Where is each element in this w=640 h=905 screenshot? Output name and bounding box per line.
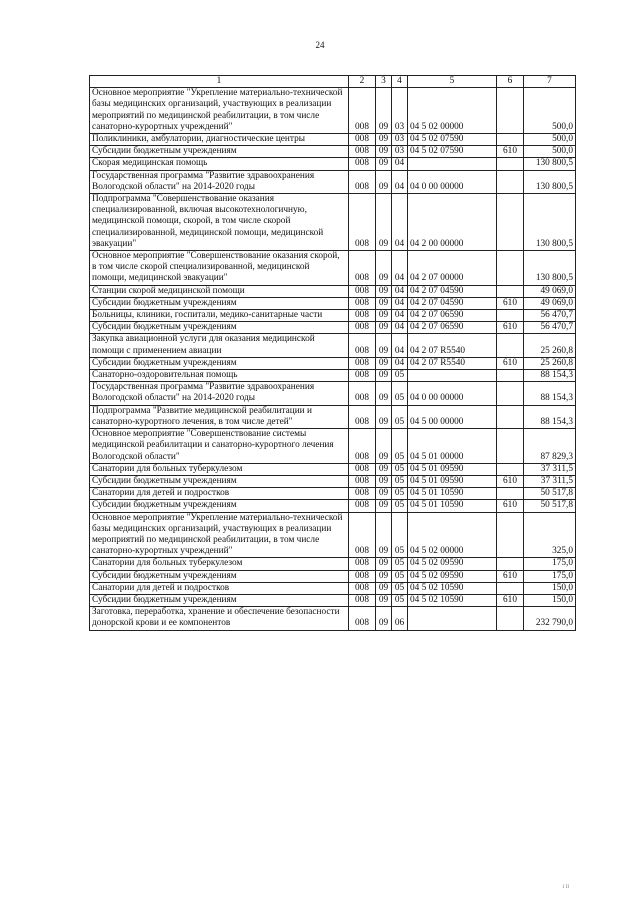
row-name-cell: Основное мероприятие "Совершенствование системы медицинской реабилитации и санаторно-курортного лечения Вологодской области" xyxy=(90,429,349,464)
section-code-cell: 09 xyxy=(376,500,392,512)
grbs-code-cell: 008 xyxy=(349,429,376,464)
expense-type-cell: 610 xyxy=(497,475,524,487)
header-cell: 7 xyxy=(524,76,576,88)
row-name-cell: Скорая медицинская помощь xyxy=(90,158,349,170)
expense-type-cell xyxy=(497,558,524,570)
section-code-cell: 09 xyxy=(376,170,392,193)
row-name-cell: Государственная программа "Развитие здравоохранения Вологодской области" на 2014-2020 годы xyxy=(90,170,349,193)
subsection-code-cell: 05 xyxy=(392,594,408,606)
expense-type-cell xyxy=(497,370,524,382)
amount-cell: 37 311,5 xyxy=(524,463,576,475)
table-row xyxy=(90,170,576,193)
expense-type-cell: 610 xyxy=(497,500,524,512)
grbs-code-cell: 008 xyxy=(349,463,376,475)
row-name-cell: Станции скорой медицинской помощи xyxy=(90,285,349,297)
grbs-code-cell: 008 xyxy=(349,251,376,286)
target-article-cell: 04 2 00 00000 xyxy=(408,194,497,251)
row-name-cell: Санатории для больных туберкулезом xyxy=(90,558,349,570)
expense-type-cell xyxy=(497,285,524,297)
row-name-cell: Субсидии бюджетным учреждениям xyxy=(90,594,349,606)
amount-cell: 56 470,7 xyxy=(524,322,576,334)
amount-cell: 49 069,0 xyxy=(524,285,576,297)
row-name-cell: Подпрограмма "Совершенствование оказания специализированной, включая высокотехнологичную, медицинской помощи, скорой, в том числе скорой специализированной, медицинской помощи, медицинской эвакуации" xyxy=(90,194,349,251)
table-row xyxy=(90,594,576,606)
target-article-cell: 04 5 01 09590 xyxy=(408,463,497,475)
row-name-cell: Субсидии бюджетным учреждениям xyxy=(90,500,349,512)
budget-table xyxy=(89,75,576,631)
target-article-cell: 04 5 02 10590 xyxy=(408,582,497,594)
target-article-cell xyxy=(408,607,497,630)
grbs-code-cell: 008 xyxy=(349,285,376,297)
subsection-code-cell: 04 xyxy=(392,322,408,334)
section-code-cell: 09 xyxy=(376,463,392,475)
section-code-cell: 09 xyxy=(376,310,392,322)
subsection-code-cell: 04 xyxy=(392,310,408,322)
table-row xyxy=(90,310,576,322)
table-row xyxy=(90,370,576,382)
amount-cell: 88 154,3 xyxy=(524,405,576,428)
section-code-cell: 09 xyxy=(376,194,392,251)
section-code-cell: 09 xyxy=(376,370,392,382)
target-article-cell: 04 5 02 00000 xyxy=(408,512,497,558)
table-row xyxy=(90,405,576,428)
target-article-cell: 04 2 07 04590 xyxy=(408,297,497,309)
target-article-cell: 04 5 01 10590 xyxy=(408,488,497,500)
amount-cell: 500,0 xyxy=(524,134,576,146)
amount-cell: 150,0 xyxy=(524,582,576,594)
table-row xyxy=(90,607,576,630)
grbs-code-cell: 008 xyxy=(349,382,376,405)
expense-type-cell xyxy=(497,382,524,405)
expense-type-cell xyxy=(497,405,524,428)
expense-type-cell xyxy=(497,251,524,286)
target-article-cell: 04 5 02 09590 xyxy=(408,558,497,570)
section-code-cell: 09 xyxy=(376,334,392,357)
table-row xyxy=(90,194,576,251)
subsection-code-cell: 04 xyxy=(392,334,408,357)
table-header-row xyxy=(90,76,576,88)
grbs-code-cell: 008 xyxy=(349,170,376,193)
section-code-cell: 09 xyxy=(376,158,392,170)
subsection-code-cell: 04 xyxy=(392,158,408,170)
table-row xyxy=(90,382,576,405)
expense-type-cell xyxy=(497,463,524,475)
subsection-code-cell: 05 xyxy=(392,382,408,405)
amount-cell: 325,0 xyxy=(524,512,576,558)
section-code-cell: 09 xyxy=(376,357,392,369)
expense-type-cell: 610 xyxy=(497,570,524,582)
target-article-cell: 04 5 02 07590 xyxy=(408,146,497,158)
table-row xyxy=(90,285,576,297)
row-name-cell: Санатории для детей и подростков xyxy=(90,488,349,500)
subsection-code-cell: 05 xyxy=(392,582,408,594)
grbs-code-cell: 008 xyxy=(349,488,376,500)
row-name-cell: Субсидии бюджетным учреждениям xyxy=(90,357,349,369)
target-article-cell: 04 0 00 00000 xyxy=(408,382,497,405)
section-code-cell: 09 xyxy=(376,251,392,286)
grbs-code-cell: 008 xyxy=(349,558,376,570)
expense-type-cell xyxy=(497,607,524,630)
section-code-cell: 09 xyxy=(376,607,392,630)
table-row xyxy=(90,334,576,357)
subsection-code-cell: 04 xyxy=(392,251,408,286)
target-article-cell: 04 5 02 10590 xyxy=(408,594,497,606)
expense-type-cell: 610 xyxy=(497,594,524,606)
amount-cell: 130 800,5 xyxy=(524,158,576,170)
expense-type-cell: 610 xyxy=(497,146,524,158)
grbs-code-cell: 008 xyxy=(349,475,376,487)
row-name-cell: Подпрограмма "Развитие медицинской реабилитации и санаторно-курортного лечения, в том числе детей" xyxy=(90,405,349,428)
subsection-code-cell: 06 xyxy=(392,607,408,630)
expense-type-cell xyxy=(497,194,524,251)
row-name-cell: Закупка авиационной услуги для оказания медицинской помощи с применением авиации xyxy=(90,334,349,357)
row-name-cell: Поликлиники, амбулатории, диагностические центры xyxy=(90,134,349,146)
row-name-cell: Субсидии бюджетным учреждениям xyxy=(90,146,349,158)
grbs-code-cell: 008 xyxy=(349,310,376,322)
amount-cell: 87 829,3 xyxy=(524,429,576,464)
target-article-cell: 04 5 02 09590 xyxy=(408,570,497,582)
expense-type-cell: 610 xyxy=(497,357,524,369)
amount-cell: 88 154,3 xyxy=(524,370,576,382)
row-name-cell: Субсидии бюджетным учреждениям xyxy=(90,570,349,582)
amount-cell: 25 260,8 xyxy=(524,357,576,369)
amount-cell: 37 311,5 xyxy=(524,475,576,487)
section-code-cell: 09 xyxy=(376,297,392,309)
expense-type-cell xyxy=(497,170,524,193)
grbs-code-cell: 008 xyxy=(349,570,376,582)
section-code-cell: 09 xyxy=(376,382,392,405)
page-number: 24 xyxy=(315,40,325,50)
header-cell: 1 xyxy=(90,76,349,88)
subsection-code-cell: 04 xyxy=(392,285,408,297)
expense-type-cell xyxy=(497,310,524,322)
target-article-cell: 04 2 07 R5540 xyxy=(408,334,497,357)
amount-cell: 232 790,0 xyxy=(524,607,576,630)
grbs-code-cell: 008 xyxy=(349,322,376,334)
header-cell: 5 xyxy=(408,76,497,88)
amount-cell: 130 800,5 xyxy=(524,194,576,251)
section-code-cell: 09 xyxy=(376,285,392,297)
target-article-cell: 04 5 02 00000 xyxy=(408,88,497,134)
amount-cell: 175,0 xyxy=(524,570,576,582)
target-article-cell: 04 5 00 00000 xyxy=(408,405,497,428)
grbs-code-cell: 008 xyxy=(349,405,376,428)
subsection-code-cell: 05 xyxy=(392,475,408,487)
header-cell: 4 xyxy=(392,76,408,88)
grbs-code-cell: 008 xyxy=(349,134,376,146)
row-name-cell: Санатории для детей и подростков xyxy=(90,582,349,594)
expense-type-cell xyxy=(497,158,524,170)
grbs-code-cell: 008 xyxy=(349,607,376,630)
target-article-cell: 04 5 01 10590 xyxy=(408,500,497,512)
section-code-cell: 09 xyxy=(376,405,392,428)
table-row xyxy=(90,429,576,464)
table-row xyxy=(90,488,576,500)
target-article-cell: 04 5 01 09590 xyxy=(408,475,497,487)
target-article-cell: 04 2 07 R5540 xyxy=(408,357,497,369)
subsection-code-cell: 05 xyxy=(392,558,408,570)
grbs-code-cell: 008 xyxy=(349,297,376,309)
row-name-cell: Субсидии бюджетным учреждениям xyxy=(90,322,349,334)
grbs-code-cell: 008 xyxy=(349,194,376,251)
row-name-cell: Государственная программа "Развитие здравоохранения Вологодской области" на 2014-2020 годы xyxy=(90,382,349,405)
row-name-cell: Субсидии бюджетным учреждениям xyxy=(90,475,349,487)
target-article-cell: 04 5 02 07590 xyxy=(408,134,497,146)
grbs-code-cell: 008 xyxy=(349,88,376,134)
subsection-code-cell: 04 xyxy=(392,170,408,193)
target-article-cell: 04 2 07 00000 xyxy=(408,251,497,286)
subsection-code-cell: 03 xyxy=(392,134,408,146)
row-name-cell: Субсидии бюджетным учреждениям xyxy=(90,297,349,309)
subsection-code-cell: 05 xyxy=(392,488,408,500)
section-code-cell: 09 xyxy=(376,322,392,334)
amount-cell: 150,0 xyxy=(524,594,576,606)
grbs-code-cell: 008 xyxy=(349,357,376,369)
amount-cell: 56 470,7 xyxy=(524,310,576,322)
header-cell: 2 xyxy=(349,76,376,88)
amount-cell: 50 517,8 xyxy=(524,500,576,512)
section-code-cell: 09 xyxy=(376,570,392,582)
row-name-cell: Заготовка, переработка, хранение и обеспечение безопасности донорской крови и ее компонентов xyxy=(90,607,349,630)
table-row xyxy=(90,512,576,558)
section-code-cell: 09 xyxy=(376,146,392,158)
section-code-cell: 09 xyxy=(376,488,392,500)
section-code-cell: 09 xyxy=(376,512,392,558)
expense-type-cell xyxy=(497,488,524,500)
expense-type-cell xyxy=(497,334,524,357)
table-row xyxy=(90,475,576,487)
row-name-cell: Основное мероприятие "Совершенствование оказания скорой, в том числе скорой специализированной, медицинской помощи, медицинской эвакуации" xyxy=(90,251,349,286)
row-name-cell: Санатории для больных туберкулезом xyxy=(90,463,349,475)
subsection-code-cell: 03 xyxy=(392,146,408,158)
subsection-code-cell: 05 xyxy=(392,512,408,558)
amount-cell: 175,0 xyxy=(524,558,576,570)
row-name-cell: Больницы, клиники, госпитали, медико-санитарные части xyxy=(90,310,349,322)
expense-type-cell xyxy=(497,134,524,146)
table-row xyxy=(90,322,576,334)
expense-type-cell xyxy=(497,512,524,558)
amount-cell: 130 800,5 xyxy=(524,170,576,193)
target-article-cell: 04 2 07 04590 xyxy=(408,285,497,297)
grbs-code-cell: 008 xyxy=(349,146,376,158)
amount-cell: 88 154,3 xyxy=(524,382,576,405)
grbs-code-cell: 008 xyxy=(349,158,376,170)
table-row xyxy=(90,251,576,286)
amount-cell: 25 260,8 xyxy=(524,334,576,357)
amount-cell: 500,0 xyxy=(524,146,576,158)
header-cell: 3 xyxy=(376,76,392,88)
target-article-cell xyxy=(408,158,497,170)
subsection-code-cell: 03 xyxy=(392,88,408,134)
target-article-cell xyxy=(408,370,497,382)
grbs-code-cell: 008 xyxy=(349,334,376,357)
table-body xyxy=(90,88,576,630)
table-row xyxy=(90,570,576,582)
corner-mark: 1 II xyxy=(562,885,570,890)
target-article-cell: 04 5 01 00000 xyxy=(408,429,497,464)
subsection-code-cell: 05 xyxy=(392,405,408,428)
section-code-cell: 09 xyxy=(376,475,392,487)
expense-type-cell xyxy=(497,88,524,134)
target-article-cell: 04 2 07 06590 xyxy=(408,310,497,322)
expense-type-cell: 610 xyxy=(497,297,524,309)
amount-cell: 500,0 xyxy=(524,88,576,134)
table-row xyxy=(90,146,576,158)
table-row xyxy=(90,158,576,170)
grbs-code-cell: 008 xyxy=(349,582,376,594)
row-name-cell: Санаторно-оздоровительная помощь xyxy=(90,370,349,382)
expense-type-cell xyxy=(497,429,524,464)
section-code-cell: 09 xyxy=(376,594,392,606)
table-row xyxy=(90,88,576,134)
table-row xyxy=(90,500,576,512)
row-name-cell: Основное мероприятие "Укрепление материально-технической базы медицинских организаций, участвующих в реализации мероприятий по медицинской реабилитации, в том числе санаторно-курортных учреждений" xyxy=(90,88,349,134)
header-cell: 6 xyxy=(497,76,524,88)
row-name-cell: Основное мероприятие "Укрепление материально-технической базы медицинских организаций, участвующих в реализации мероприятий по медицинской реабилитации, в том числе санаторно-курортных учреждений" xyxy=(90,512,349,558)
subsection-code-cell: 05 xyxy=(392,500,408,512)
table-row xyxy=(90,558,576,570)
table-row xyxy=(90,134,576,146)
grbs-code-cell: 008 xyxy=(349,370,376,382)
subsection-code-cell: 05 xyxy=(392,370,408,382)
amount-cell: 130 800,5 xyxy=(524,251,576,286)
grbs-code-cell: 008 xyxy=(349,500,376,512)
subsection-code-cell: 05 xyxy=(392,429,408,464)
subsection-code-cell: 05 xyxy=(392,570,408,582)
grbs-code-cell: 008 xyxy=(349,512,376,558)
table-row xyxy=(90,582,576,594)
expense-type-cell xyxy=(497,582,524,594)
target-article-cell: 04 0 00 00000 xyxy=(408,170,497,193)
target-article-cell: 04 2 07 06590 xyxy=(408,322,497,334)
section-code-cell: 09 xyxy=(376,134,392,146)
subsection-code-cell: 04 xyxy=(392,194,408,251)
section-code-cell: 09 xyxy=(376,429,392,464)
amount-cell: 49 069,0 xyxy=(524,297,576,309)
subsection-code-cell: 05 xyxy=(392,463,408,475)
section-code-cell: 09 xyxy=(376,582,392,594)
table-row xyxy=(90,357,576,369)
table-row xyxy=(90,297,576,309)
amount-cell: 50 517,8 xyxy=(524,488,576,500)
expense-type-cell: 610 xyxy=(497,322,524,334)
subsection-code-cell: 04 xyxy=(392,357,408,369)
grbs-code-cell: 008 xyxy=(349,594,376,606)
section-code-cell: 09 xyxy=(376,88,392,134)
table-row xyxy=(90,463,576,475)
section-code-cell: 09 xyxy=(376,558,392,570)
subsection-code-cell: 04 xyxy=(392,297,408,309)
